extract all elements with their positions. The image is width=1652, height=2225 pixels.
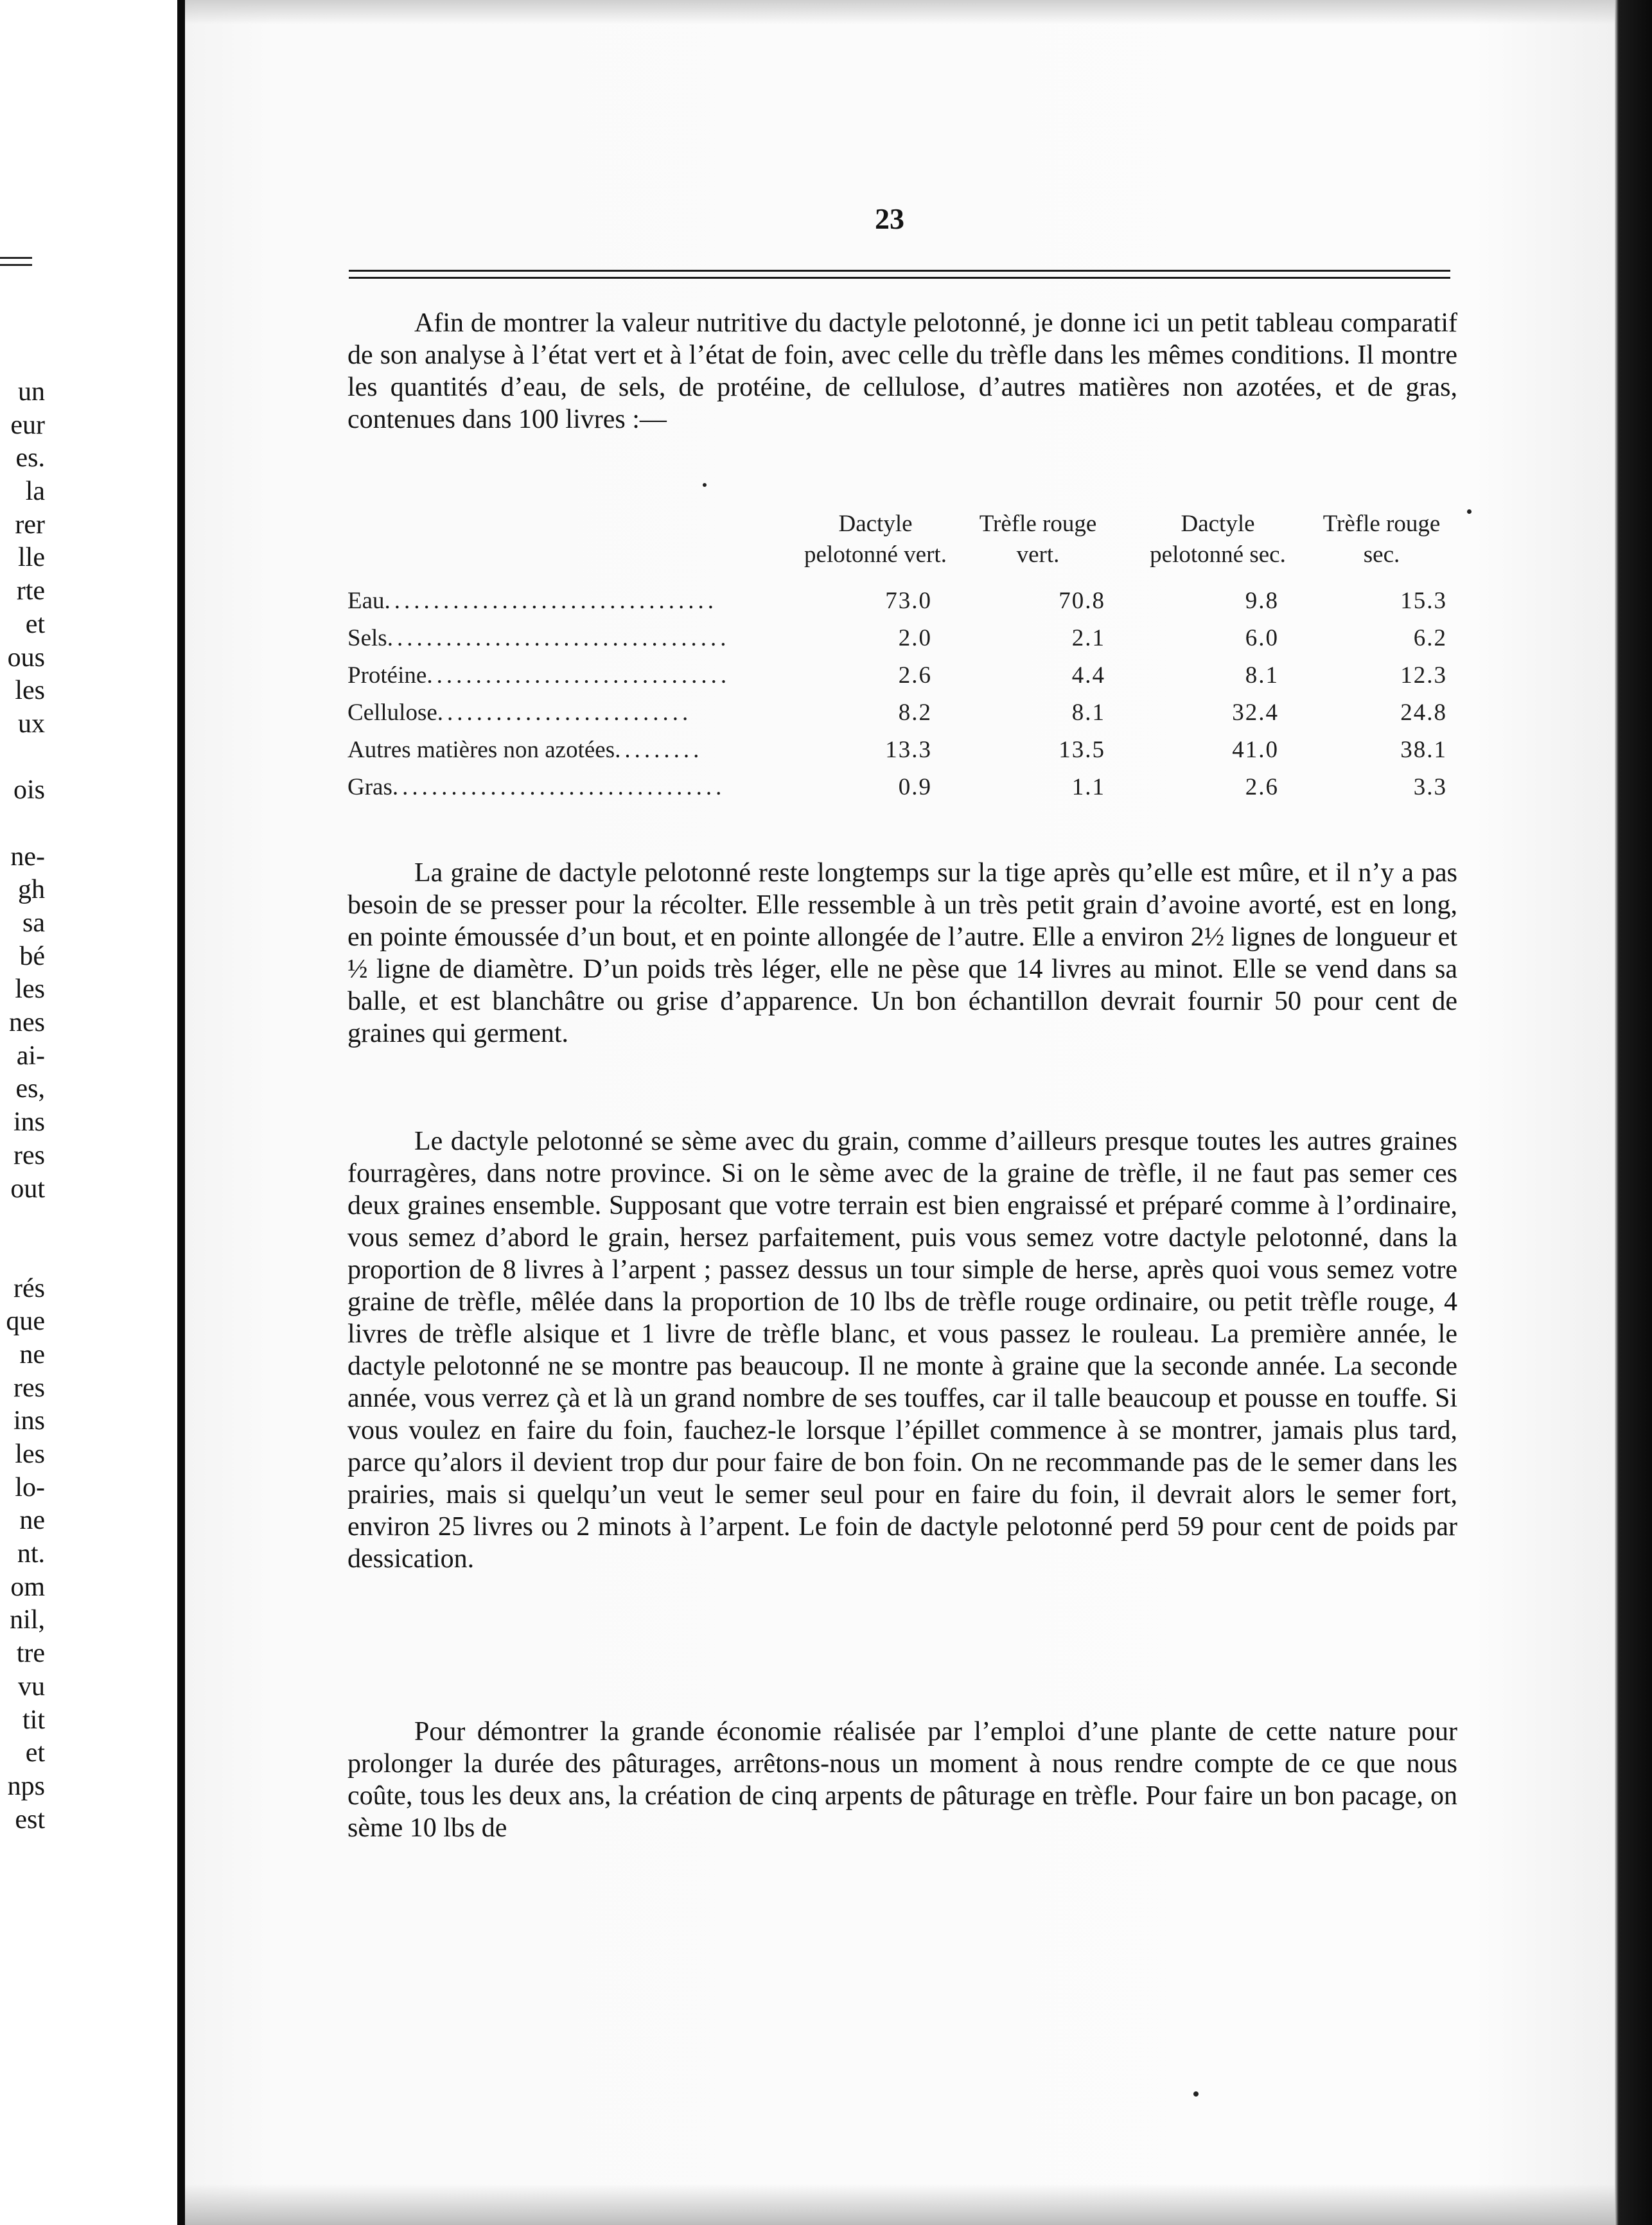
adjacent-page-text-line: om (10, 1572, 45, 1602)
table-cell: 6.0 (1245, 625, 1279, 651)
adjacent-page-text-line: ois (13, 775, 45, 805)
adjacent-page-text-line: et (25, 1738, 45, 1768)
table-cell: 9.8 (1245, 588, 1279, 614)
adjacent-page-text-line: res (13, 1140, 45, 1170)
adjacent-page-text-line: nt. (17, 1539, 45, 1569)
scan-right-edge (1615, 0, 1652, 2225)
table-row (347, 699, 1459, 736)
row-label: Cellulose.......................... (347, 699, 692, 726)
column-header-trefle-vert: Trèfle rouge vert. (979, 511, 1097, 568)
adjacent-page-text-line: es, (15, 1074, 45, 1104)
table-row (347, 736, 1459, 773)
table-cell: 24.8 (1400, 699, 1447, 726)
table-row (347, 624, 1459, 662)
table-cell: 2.6 (898, 662, 932, 689)
column-header-trefle-sec: Trèfle rouge sec. (1322, 511, 1441, 568)
adjacent-page-text-line (0, 1239, 45, 1272)
adjacent-page-text-line: ous (7, 642, 45, 673)
adjacent-page-text-line: lle (18, 543, 45, 573)
table-cell: 1.1 (1071, 774, 1105, 800)
adjacent-page-text-line: gh (18, 875, 45, 905)
adjacent-page-text-line: ins (13, 1406, 45, 1436)
table-cell: 41.0 (1232, 737, 1279, 763)
table-cell: 8.1 (1245, 662, 1279, 689)
column-header-dactyle-vert: Dactyle pelotonné vert. (804, 511, 947, 568)
adjacent-page-text-line: es. (15, 443, 45, 473)
adjacent-page-rule (0, 257, 32, 266)
adjacent-page-text-line: ne- (10, 841, 45, 872)
paragraph-text: La graine de dactyle pelotonné reste longtemps sur la tige après qu’elle est mûre, et il n’y a pas besoin de se presser pour la récolter. Elle ressemble à un très petit grain d’avoine avorté, est en long, en pointe émoussée d’un bout, et en pointe allongée de l’autre. Elle a environ 2½ lignes de longueur et ½ ligne de diamètre. D’un poids très léger, elle ne pèse que 14 livres au minot. Elle se vend dans sa balle, et est blanchâtre ou grise d’apparence. Un bon échantillon devrait fournir 50 pour cent de graines qui germent. (347, 858, 1457, 1048)
adjacent-page-text-line: ne (19, 1506, 45, 1536)
adjacent-page-text-line: vu (18, 1671, 45, 1702)
scan-left-border (177, 0, 185, 2225)
row-label: Eau.................................. (347, 588, 718, 614)
table-cell: 3.3 (1413, 774, 1447, 800)
scan-top-shadow (185, 0, 1615, 24)
adjacent-page-text-line (0, 1206, 45, 1239)
adjacent-page-text-line: eur (10, 410, 45, 440)
adjacent-page-text-line: ne (19, 1339, 45, 1369)
table-cell: 15.3 (1400, 588, 1447, 614)
adjacent-page-text-line: est (15, 1804, 45, 1834)
paragraph-intro (347, 307, 1457, 435)
paragraph-seed-description (347, 857, 1457, 1050)
table-cell: 13.5 (1059, 737, 1105, 763)
page-number: 23 (875, 202, 904, 235)
paragraph-text: Afin de montrer la valeur nutritive du dactyle pelotonné, je donne ici un petit tableau comparatif de son analyse à l’état vert et à l’état de foin, avec celle du trèfle dans les mêmes conditions. Il montre les quantités d’eau, de sels, de protéine, de cellulose, d’autres matières non azotées, et de gras, contenues dans 100 livres :— (347, 308, 1457, 434)
scan-bottom-shadow (185, 2184, 1615, 2225)
adjacent-page-text-line: sa (22, 908, 45, 938)
adjacent-page-text-line: que (6, 1306, 45, 1337)
adjacent-page-text-line: rer (15, 509, 45, 540)
scan-speck (1193, 2091, 1199, 2097)
adjacent-page-text-line: tit (22, 1705, 45, 1735)
adjacent-page-text-line: ux (18, 708, 45, 739)
paragraph-economy (347, 1716, 1457, 1844)
scan-speck (1467, 509, 1472, 514)
table-cell: 32.4 (1232, 699, 1279, 726)
table-cell: 6.2 (1413, 625, 1447, 651)
adjacent-page-text-line: ai- (16, 1041, 45, 1071)
table-row (347, 662, 1459, 699)
table-cell: 0.9 (898, 774, 932, 800)
table-cell: 2.0 (898, 625, 932, 651)
adjacent-page-text-line: les (15, 676, 45, 706)
table-cell: 13.3 (885, 737, 932, 763)
paragraph-text: Pour démontrer la grande économie réalisée par l’emploi d’une plante de cette nature pour prolonger la durée des pâturages, arrêtons-nous un moment à nous rendre compte de ce que nous coûte, tous les deux ans, la création de cinq arpents de pâturage en trèfle. Pour faire un bon pacage, on sème 10 lbs de (347, 1717, 1457, 1843)
table-cell: 8.2 (898, 699, 932, 726)
row-label: Autres matières non azotées......... (347, 737, 703, 763)
table-row (347, 587, 1459, 624)
adjacent-page-text-line: les (15, 1439, 45, 1469)
paragraph-text: Le dactyle pelotonné se sème avec du grain, comme d’ailleurs presque toutes les autres graines fourragères, dans notre province. Si on le sème avec de la graine de trèfle, il ne faut pas semer ces deux graines ensemble. Supposant que votre terrain est bien engraissé et préparé comme à l’ordinaire, vous semez d’abord le grain, hersez parfaitement, puis vous semez votre dactyle pelotonné, dans la proportion de 8 livres à l’arpent ; passez dessus un tour simple de herse, après quoi vous semez votre graine de trèfle, mêlée dans la proportion de 10 lbs de trèfle rouge ordinaire, ou petit trèfle rouge, 4 livres de trèfle alsique et 1 livre de trèfle blanc, et vous passez le rouleau. La première année, le dactyle pelotonné ne se montre pas beaucoup. Il ne monte à graine que la seconde année. La seconde année, vous verrez çà et là un grand nombre de ses touffes, car il talle beaucoup et pousse en touffe. Si vous voulez en faire du foin, fauchez-le lorsque l’épillet commence à se montrer, jamais plus tard, parce qu’alors il devient trop dur pour faire de bon foin. On ne recommande pas de le semer dans les prairies, mais si quelqu’un veut le semer seul pour en faire du foin, il devrait alors le semer fort, environ 25 livres ou 2 minots à l’arpent. Le foin de dactyle pelotonné perd 59 pour cent de poids par dessication. (347, 1127, 1457, 1574)
row-label: Protéine............................... (347, 662, 731, 689)
adjacent-page-text-line: nil, (10, 1605, 45, 1635)
table-cell: 12.3 (1400, 662, 1447, 689)
adjacent-page-text-line: bé (19, 941, 45, 971)
table-cell: 8.1 (1071, 699, 1105, 726)
adjacent-page-text-line: rés (13, 1273, 45, 1303)
adjacent-page-text-line (0, 807, 45, 841)
adjacent-page-text-fragment (0, 376, 45, 1836)
adjacent-page-text-line: nes (9, 1008, 45, 1038)
table-row (347, 773, 1459, 811)
table-header-row (347, 509, 1459, 573)
adjacent-page-text-line: out (10, 1174, 45, 1204)
adjacent-page-text-line: res (13, 1373, 45, 1403)
scan-speck (703, 483, 707, 487)
row-label: Gras.................................. (347, 774, 726, 800)
adjacent-page-text-line: les (15, 974, 45, 1005)
adjacent-page-text-line: ins (13, 1107, 45, 1138)
adjacent-page-text-line: un (18, 377, 45, 407)
table-cell: 73.0 (885, 588, 932, 614)
column-header-dactyle-sec: Dactyle pelotonné sec. (1150, 511, 1286, 568)
row-label: Sels................................... (347, 625, 730, 651)
table-cell: 4.4 (1071, 662, 1105, 689)
table-cell: 2.1 (1071, 625, 1105, 651)
header-double-rule (349, 270, 1450, 279)
table-cell: 38.1 (1400, 737, 1447, 763)
table-cell: 70.8 (1059, 588, 1105, 614)
adjacent-page-text-line (0, 741, 45, 775)
paragraph-sowing (347, 1125, 1457, 1575)
table-cell: 2.6 (1245, 774, 1279, 800)
adjacent-page-text-line: la (25, 477, 45, 507)
adjacent-page-text-line: et (25, 609, 45, 639)
adjacent-page-text-line: rte (16, 576, 45, 606)
adjacent-page-text-line: tre (16, 1639, 45, 1669)
adjacent-page-text-line: lo- (15, 1472, 45, 1502)
adjacent-page-text-line: nps (7, 1771, 45, 1801)
